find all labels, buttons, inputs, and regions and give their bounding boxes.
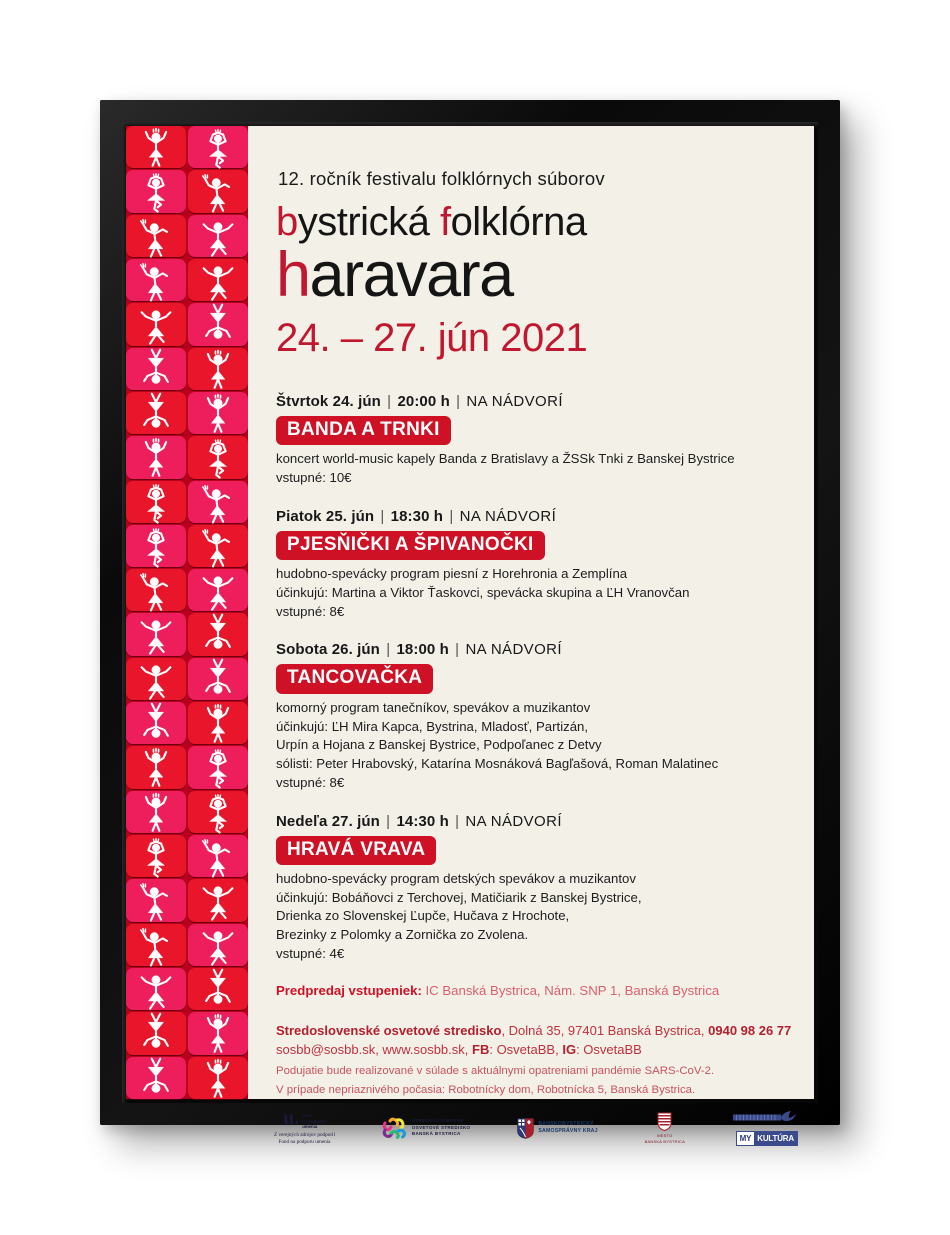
event-description-line: hudobno-spevácky program detských spevákov a muzikantov xyxy=(276,870,636,886)
dancer-tile xyxy=(126,348,186,390)
dancer-figure-icon xyxy=(126,348,186,390)
presale-label: Predpredaj vstupeniek: xyxy=(276,982,422,998)
contact-email-web: sosbb@sosbb.sk, www.sosbb.sk, xyxy=(276,1041,472,1057)
event-place: NA NÁDVORÍ xyxy=(465,641,562,659)
event-place: NA NÁDVORÍ xyxy=(459,507,557,525)
dancer-figure-icon xyxy=(188,126,248,168)
logo-sos-banska-bystrica xyxy=(382,1117,470,1139)
dancer-tile xyxy=(188,1057,248,1099)
dancer-tile xyxy=(188,215,248,257)
logo-mesto-l2: BANSKÁ BYSTRICA xyxy=(644,1138,685,1144)
event-time: 20:00 h xyxy=(397,393,450,410)
dancer-tile xyxy=(188,1012,248,1054)
event-description-line: Urpín a Hojana z Banskej Bystrice, Podpoľanec z Detvy xyxy=(276,737,602,753)
festival-title-line1 xyxy=(276,202,788,242)
title-highlight-b: b xyxy=(276,200,298,244)
dancer-tile xyxy=(188,392,248,434)
event-header xyxy=(276,508,792,525)
dancer-tile xyxy=(126,658,186,700)
logo-fpu-l2: na podporu xyxy=(302,1118,326,1124)
event-header xyxy=(276,813,792,830)
dancer-figure-icon xyxy=(188,569,248,611)
event-description-line: hudobno-spevácky program piesní z Horehronia a Zemplína xyxy=(276,566,628,582)
dancer-figure-icon xyxy=(188,525,248,567)
bbsk-coat-of-arms-icon xyxy=(517,1118,534,1139)
dancer-figure-icon xyxy=(126,1057,186,1099)
event-sep-1: | xyxy=(381,812,395,830)
program-list xyxy=(248,377,814,978)
event-header xyxy=(276,393,792,410)
dancer-tile xyxy=(188,303,248,345)
dancer-figure-icon xyxy=(126,303,186,345)
dancer-figure-icon xyxy=(188,170,248,212)
logo-mykultura-kultura: KULTÚRA xyxy=(754,1132,797,1145)
logo-sos-l1: STREDOSLOVENSKÉ xyxy=(411,1118,464,1124)
dancer-tile xyxy=(188,746,248,788)
festival-kicker: 12. ročník festivalu folklórnych súborov xyxy=(278,168,605,189)
program-event xyxy=(276,508,792,622)
logo-fpu-mark xyxy=(283,1107,326,1130)
dancer-tile xyxy=(126,436,186,478)
logo-right-stack xyxy=(732,1110,798,1146)
dancer-tile xyxy=(126,170,186,212)
dancer-figure-icon xyxy=(188,879,248,921)
event-time: 18:30 h xyxy=(390,507,444,525)
event-place: NA NÁDVORÍ xyxy=(466,393,563,410)
dancer-tile xyxy=(188,702,248,744)
mesto-coat-of-arms-icon xyxy=(657,1112,672,1131)
weather-note: V prípade nepriaznivého počasia: Robotnícky dom, Robotnícka 5, Banská Bystrica. xyxy=(276,1084,696,1096)
title-rest-2: olklórna xyxy=(450,200,587,244)
dancer-tile xyxy=(126,879,186,921)
sponsor-logos xyxy=(248,1104,814,1160)
contact-address: , Dolná 35, 97401 Banská Bystrica, xyxy=(501,1023,709,1039)
dancer-tile xyxy=(126,303,186,345)
dancer-figure-icon xyxy=(126,481,186,523)
dancer-figure-icon xyxy=(188,746,248,788)
event-day: Sobota xyxy=(276,641,328,659)
title-highlight-h: h xyxy=(276,240,310,310)
logo-mesto-text xyxy=(645,1133,685,1144)
event-description xyxy=(276,870,792,964)
event-description-line: Brezinky z Polomky a Zornička zo Zvolena. xyxy=(276,927,529,943)
logo-mykultura xyxy=(736,1131,798,1146)
event-sep-2: | xyxy=(445,507,458,525)
event-description-line: účinkujú: ĽH Mira Kapca, Bystrina, Mladosť, Partizán, xyxy=(276,718,589,734)
event-place: NA NÁDVORÍ xyxy=(465,812,562,830)
dancer-figure-icon xyxy=(126,746,186,788)
dancer-figure-icon xyxy=(126,879,186,921)
dancer-figure-icon xyxy=(126,569,186,611)
contact-ig-label: IG xyxy=(562,1041,577,1057)
dancer-tile xyxy=(188,481,248,523)
logo-mykultura-my: MY xyxy=(737,1132,755,1145)
event-description-line: vstupné: 10€ xyxy=(276,470,352,486)
dancer-figure-icon xyxy=(126,525,186,567)
event-sep-1: | xyxy=(376,507,389,525)
dancer-tile xyxy=(188,170,248,212)
dancer-tile xyxy=(188,126,248,168)
event-sep-1: | xyxy=(381,641,395,659)
logo-fpu-l3: umenia xyxy=(302,1124,318,1130)
logo-sos-mark-icon xyxy=(382,1117,408,1139)
dancer-figure-icon xyxy=(188,259,248,301)
event-description xyxy=(276,699,792,793)
dancer-figure-icon xyxy=(126,702,186,744)
logo-bbsk xyxy=(517,1118,597,1139)
picture-frame xyxy=(100,100,840,1146)
logo-banner-bird xyxy=(732,1110,798,1126)
dancer-tile xyxy=(126,968,186,1010)
event-description-line: účinkujú: Bobáňovci z Terchovej, Matičiarik z Banskej Bystrice, xyxy=(276,889,642,905)
event-header xyxy=(276,641,792,658)
title-rest-3: aravara xyxy=(309,240,513,310)
logo-bbsk-l1: BANSKOBYSTRICKÝ xyxy=(538,1121,594,1128)
event-date: 25. jún xyxy=(325,507,375,525)
dancer-figure-icon xyxy=(188,392,248,434)
contact-web-line xyxy=(276,1041,792,1060)
dancer-tile xyxy=(126,392,186,434)
program-event xyxy=(276,641,792,792)
logo-fpu-sub1: Z verejných zdrojov podporil xyxy=(274,1132,335,1139)
dancer-tile xyxy=(188,259,248,301)
sos-swirl-icon xyxy=(382,1117,408,1139)
dancer-figure-icon xyxy=(188,924,248,966)
dancer-tile xyxy=(126,481,186,523)
logo-bbsk-l2: SAMOSPRÁVNY KRAJ xyxy=(538,1128,598,1135)
dancer-tile xyxy=(126,215,186,257)
dancer-figure-icon xyxy=(126,791,186,833)
dancer-figure-icon xyxy=(188,702,248,744)
dancer-tile xyxy=(126,1012,186,1054)
dancer-figure-icon xyxy=(126,613,186,655)
dancer-tile xyxy=(126,569,186,611)
event-date: 24. jún xyxy=(332,393,381,410)
logo-sos-l3: BANSKÁ BYSTRICA xyxy=(411,1131,461,1137)
dancer-tile xyxy=(188,924,248,966)
logo-fpu-name xyxy=(302,1110,326,1130)
dancer-tile xyxy=(126,126,186,168)
event-description-line: vstupné: 8€ xyxy=(276,603,345,619)
logo-mesto-l1: MESTO xyxy=(657,1133,673,1139)
event-description-line: Drienka zo Slovenskej Ľupče, Hučava z Hrochote, xyxy=(276,908,570,924)
dancer-figure-icon xyxy=(188,436,248,478)
event-time: 14:30 h xyxy=(396,812,449,830)
dancer-tile xyxy=(126,1057,186,1099)
dancer-tile xyxy=(188,348,248,390)
contact-phone: 0940 98 26 77 xyxy=(708,1023,792,1039)
presale-info xyxy=(248,978,814,1012)
dancer-tile xyxy=(188,525,248,567)
event-description-line: vstupné: 4€ xyxy=(276,945,345,961)
dancer-tile xyxy=(126,746,186,788)
event-description-line: vstupné: 8€ xyxy=(276,774,345,790)
logo-mesto-banska-bystrica xyxy=(645,1112,685,1144)
logo-sos-l2: OSVETOVÉ STREDISKO xyxy=(411,1124,471,1130)
dancer-tile xyxy=(126,924,186,966)
poster xyxy=(126,126,814,1146)
dancer-tile xyxy=(126,702,186,744)
dancer-tile xyxy=(188,879,248,921)
dancer-figure-icon xyxy=(188,1012,248,1054)
contact-fb-label: FB xyxy=(472,1041,490,1057)
dancer-tile xyxy=(188,569,248,611)
dancer-tile xyxy=(126,525,186,567)
event-sep-2: | xyxy=(451,393,465,410)
dancer-figure-icon xyxy=(126,924,186,966)
event-time: 18:00 h xyxy=(396,641,449,659)
event-sep-2: | xyxy=(450,812,464,830)
dancer-figure-icon xyxy=(126,126,186,168)
bird-banner-icon xyxy=(732,1110,798,1126)
logo-fpu-l1: fond xyxy=(302,1113,312,1119)
logo-fpu-letter: u. xyxy=(283,1107,300,1130)
title-rest-1: ystrická xyxy=(297,200,440,244)
dancer-figure-icon xyxy=(188,303,248,345)
logo-fpu-sub2: Fond na podporu umenia xyxy=(278,1139,331,1146)
dancer-tile xyxy=(188,658,248,700)
event-date: 26. jún xyxy=(331,641,380,659)
event-description xyxy=(276,450,792,487)
dancer-figure-icon xyxy=(188,835,248,877)
title-highlight-f: f xyxy=(439,200,451,244)
dancer-figure-icon xyxy=(126,436,186,478)
logo-sos-text xyxy=(412,1118,470,1138)
event-sep-1: | xyxy=(382,393,396,410)
program-event xyxy=(276,813,792,964)
dancer-tile xyxy=(188,968,248,1010)
event-title-badge: BANDA A TRNKI xyxy=(276,416,451,445)
dancer-figure-icon xyxy=(126,170,186,212)
dancer-tile xyxy=(126,791,186,833)
logo-fpu-subtitle xyxy=(274,1132,335,1146)
dancer-figure-icon xyxy=(126,392,186,434)
event-description-line: komorný program tanečníkov, spevákov a muzikantov xyxy=(276,699,591,715)
contact-fb-value: : OsvetaBB, xyxy=(489,1041,563,1057)
event-day: Piatok xyxy=(276,507,322,525)
event-title-badge: PJESŇIČKI A ŠPIVANOČKI xyxy=(276,531,545,560)
dancer-figure-icon xyxy=(188,658,248,700)
event-day: Štvrtok xyxy=(276,393,329,410)
poster-header xyxy=(248,126,814,377)
dancer-tile xyxy=(126,259,186,301)
dancer-figure-icon xyxy=(188,1057,248,1099)
dancer-figure-icon xyxy=(188,968,248,1010)
event-description xyxy=(276,565,792,621)
dancer-figure-icon xyxy=(126,259,186,301)
dancer-figure-icon xyxy=(188,481,248,523)
dancer-figure-icon xyxy=(188,215,248,257)
dancer-figure-icon xyxy=(126,1012,186,1054)
event-day: Nedeľa xyxy=(276,812,328,830)
dancer-tile xyxy=(126,613,186,655)
covid-note: Podujatie bude realizované v súlade s aktuálnymi opatreniami pandémie SARS-CoV-2. xyxy=(276,1064,715,1077)
presale-value: IC Banská Bystrica, Nám. SNP 1, Banská Bystrica xyxy=(425,982,720,998)
event-title-badge: TANCOVAČKA xyxy=(276,664,433,693)
contact-org-name: Stredoslovenské osvetové stredisko xyxy=(276,1023,502,1039)
festival-title-line2 xyxy=(276,240,788,310)
poster-content xyxy=(248,126,814,1146)
logo-bbsk-text xyxy=(538,1121,597,1135)
dancer-tile xyxy=(188,436,248,478)
dancer-figure-icon xyxy=(188,348,248,390)
festival-dates: 24. – 27. jún 2021 xyxy=(276,316,588,360)
illustration-strip xyxy=(126,126,248,1099)
dancer-figure-icon xyxy=(188,613,248,655)
contact-organizer-line xyxy=(276,1022,792,1041)
dancer-figure-icon xyxy=(126,658,186,700)
dancer-figure-icon xyxy=(126,215,186,257)
event-description-line: koncert world-music kapely Banda z Bratislavy a ŽSSk Tnki z Banskej Bystrice xyxy=(276,451,735,467)
contact-block xyxy=(248,1012,814,1104)
event-date: 27. jún xyxy=(331,812,380,830)
event-title-badge: HRAVÁ VRAVA xyxy=(276,836,436,865)
dancer-figure-icon xyxy=(188,791,248,833)
logo-fpu xyxy=(274,1107,335,1146)
dancer-figure-icon xyxy=(126,968,186,1010)
dancer-tile xyxy=(188,613,248,655)
contact-ig-value: : OsvetaBB xyxy=(576,1041,642,1057)
dancer-figure-icon xyxy=(126,835,186,877)
dancer-tile xyxy=(126,835,186,877)
dancer-tile xyxy=(188,835,248,877)
program-event xyxy=(276,393,792,488)
event-sep-2: | xyxy=(450,641,464,659)
event-description-line: účinkujú: Martina a Viktor Ťaskovci, spevácka skupina a ĽH Vranovčan xyxy=(276,585,690,601)
event-description-line: sólisti: Peter Hrabovský, Katarína Mosnáková Bagľašová, Roman Malatinec xyxy=(276,756,719,772)
dancer-tile xyxy=(188,791,248,833)
